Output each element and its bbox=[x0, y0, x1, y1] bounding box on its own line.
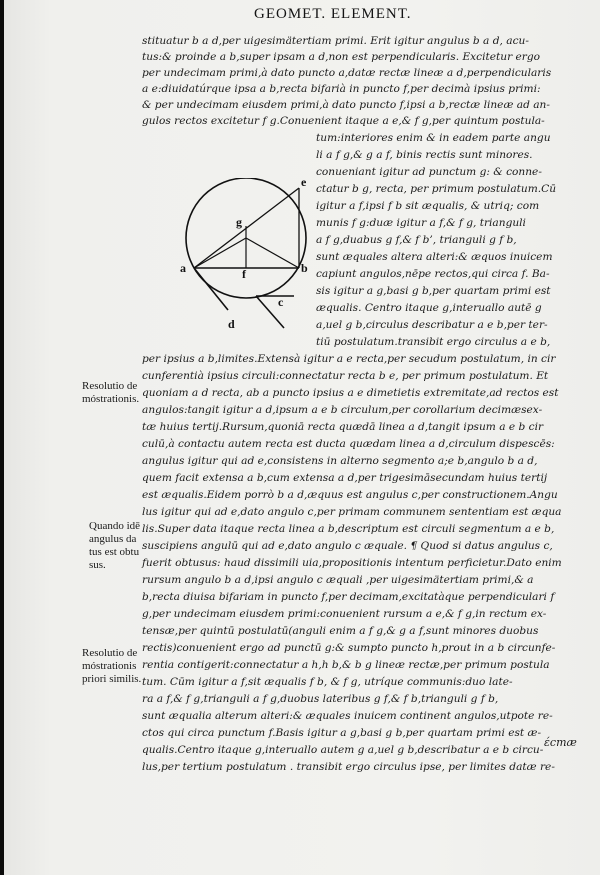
text-line: quem facit extensa a b,cum extensa a d,per trigesimāsecundam huius tertij bbox=[142, 472, 548, 484]
margin-note: móstrationis bbox=[82, 660, 137, 672]
margin-note: priori similis. bbox=[82, 673, 142, 685]
text-line: rentia contigerit:connectatur a h,h b,& b g lineæ rectæ,per primum postula bbox=[142, 659, 550, 671]
label-a: a bbox=[180, 261, 186, 275]
text-line: munis f g:duæ igitur a f,& f g, trianguli bbox=[316, 217, 526, 229]
text-line: fuerit obtusus: haud dissimili uia,propositionis intentum perficietur.Dato enim bbox=[142, 557, 562, 569]
margin-note: Resolutio de bbox=[82, 647, 138, 659]
text-line: sunt æqualia alterum alteri:& æquales inuicem continent angulos,utpote re- bbox=[142, 710, 553, 722]
text-line: a e:diuidatúrque ipsa a b,recta bifarià in puncto f,per decimà ipsius primi: bbox=[142, 83, 541, 95]
text-line: lus,per tertium postulatum . transibit ergo circulus ipse, per limites datæ re- bbox=[142, 761, 555, 773]
text-line: æqualis. Centro itaque g,interuallo autē g bbox=[316, 302, 542, 314]
text-line: g,per undecimam eiusdem primi:conuenient rursum a e,& f g,in rectum ex- bbox=[142, 608, 547, 620]
label-c: c bbox=[278, 295, 284, 309]
text-line: cunferentià ipsius circuli:connectatur recta b e, per primum postulatum. Et bbox=[142, 370, 549, 382]
text-line: tiū postulatum.transibit ergo circulus a e b, bbox=[316, 336, 551, 348]
geometry-diagram bbox=[166, 178, 316, 348]
text-line: quoniam a d recta, ab a puncto ipsius a e dimetietis extremitate,ad rectos est bbox=[142, 387, 559, 399]
text-line: per ipsius a b,limites.Extensà igitur a e recta,per secudum postulatum, in cir bbox=[142, 353, 556, 365]
text-line: sunt æquales altera alteri:& æquos inuicem bbox=[316, 251, 553, 263]
segment-gb bbox=[246, 238, 299, 268]
text-line: li a f g,& g a f, binis rectis sunt minores. bbox=[316, 149, 533, 161]
margin-note: angulus da bbox=[89, 533, 137, 545]
text-line: tus:& proinde a b,super ipsam a d,non est perpendicularis. Excitetur ergo bbox=[142, 51, 541, 63]
text-line: lis.Super data itaque recta linea a b,descriptum est circuli segmentum a e b, bbox=[142, 523, 555, 535]
label-b: b bbox=[301, 261, 308, 275]
text-line: a,uel g b,circulus describatur a e b,per ter- bbox=[316, 319, 548, 331]
text-line: capiunt angulos,nēpe rectos,qui circa f. Ba- bbox=[316, 268, 550, 280]
text-line: gulos rectos excitetur f g.Conuenient itaque a e,& f g,per quintum postula- bbox=[142, 115, 545, 127]
text-line: sis igitur a g,basi g b,per quartam primi est bbox=[316, 285, 551, 297]
text-line: ra a f,& f g,trianguli a f g,duobus lateribus g f,& f b,trianguli g f b, bbox=[142, 693, 499, 705]
running-head: GEOMET. ELEMENT. bbox=[254, 6, 412, 22]
text-line: igitur a f,ipsi f b sit æqualis, & utriq; com bbox=[316, 200, 540, 212]
margin-note: móstrationis. bbox=[82, 393, 140, 405]
text-line: lus igitur qui ad e,dato angulo c,per primam communem sententiam est æqua bbox=[142, 506, 562, 518]
text-line: suscipiens angulū qui ad e,dato angulo c æquale. ¶ Quod si datus angulus c, bbox=[142, 540, 553, 552]
text-line: tum. Cūm igitur a f,sit æqualis f b, & f g, utríque communis:duo late- bbox=[142, 676, 513, 688]
text-line: culū,à contactu autem recta est ducta quædam linea a d,circulum dispescēs: bbox=[142, 438, 555, 450]
text-line: tensæ,per quintū postulatū(anguli enim a f g,& g a f,sunt minores duobus bbox=[142, 625, 539, 637]
label-f: f bbox=[242, 267, 246, 281]
text-line: qualis.Centro itaque g,interuallo autem g a,uel g b,describatur a e b circu- bbox=[142, 744, 544, 756]
text-line: rursum angulo b a d,ipsi angulo c æquali ,per uigesimätertiam primi,& a bbox=[142, 574, 534, 586]
label-e: e bbox=[301, 178, 307, 189]
text-line: rectis)conuenient ergo ad punctū g:& sumpto puncto h,prout in a b circunfe- bbox=[142, 642, 556, 654]
margin-note: Quando idē bbox=[89, 520, 141, 532]
text-line: ctatur b g, recta, per primum postulatum.Cū bbox=[316, 183, 557, 195]
book-page bbox=[4, 0, 600, 875]
text-line: angulos:tangit igitur a d,ipsum a e b circulum,per corollarium decimæsex- bbox=[142, 404, 543, 416]
text-line: angulus igitur qui ad e,consistens in alterno segmento a;e b,angulo b a d, bbox=[142, 455, 538, 467]
margin-note: Resolutio de bbox=[82, 380, 138, 392]
catchword: έстæ bbox=[544, 736, 577, 749]
text-line: stituatur b a d,per uigesimätertiam primi. Erit igitur angulus b a d, acu- bbox=[142, 35, 529, 47]
segment-ag bbox=[194, 238, 246, 268]
label-g: g bbox=[236, 215, 242, 229]
text-line: per undecimam primi,à dato puncto a,datæ rectæ lineæ a d,perpendicularis bbox=[142, 67, 552, 79]
text-line: ctos qui circa punctum f.Basis igitur a g,basi g b,per quartam primi est æ- bbox=[142, 727, 542, 739]
text-line: tum:interiores enim & in eadem parte angu bbox=[316, 132, 551, 144]
margin-note: tus est obtu bbox=[89, 546, 140, 558]
tangent-ad bbox=[194, 268, 228, 310]
text-line: tæ huius tertij.Rursum,quoniā recta quædā linea a d,tangit ipsum a e b cir bbox=[142, 421, 544, 433]
text-line: a f g,duabus g f,& f b’, trianguli g f b, bbox=[316, 234, 517, 246]
text-line: & per undecimam eiusdem primi,à dato puncto f,ipsi a b,rectæ lineæ ad an- bbox=[142, 99, 550, 111]
label-d: d bbox=[228, 317, 235, 331]
text-line: b,recta diuisa bifariam in puncto f,per decimam,excitatàque perpendiculari f bbox=[142, 591, 555, 603]
text-line: est æqualis.Eidem porrò b a d,æquus est angulus c,per constructionem.Angu bbox=[142, 489, 558, 501]
text-line: conueniant igitur ad punctum g: & conne- bbox=[316, 166, 542, 178]
margin-note: sus. bbox=[89, 559, 106, 571]
